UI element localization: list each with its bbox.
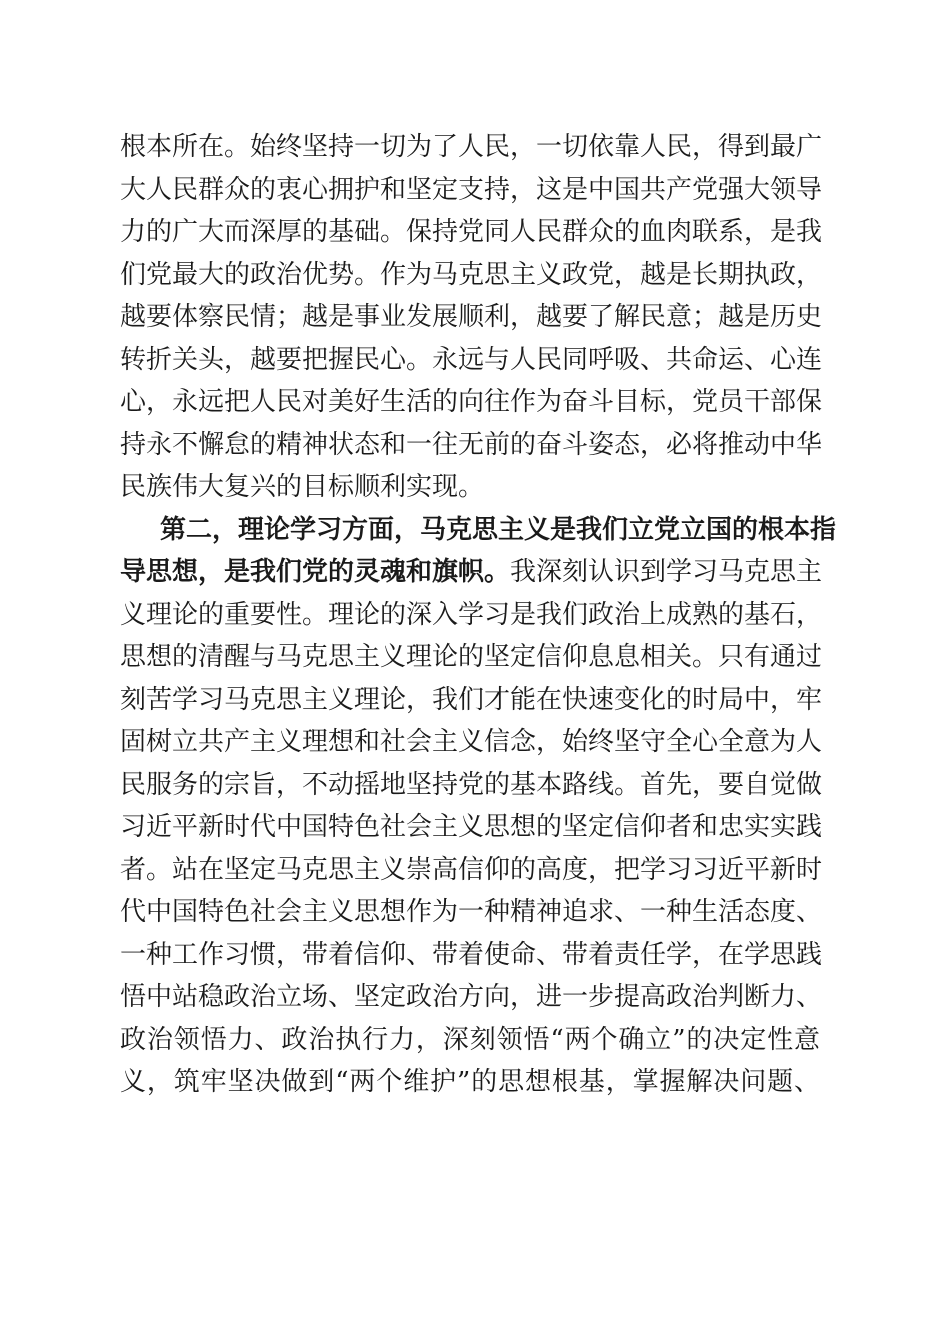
text-line: 持永不懈怠的精神状态和一往无前的奋斗姿态，必将推动中华 [120, 429, 823, 460]
text-line: 心，永远把人民对美好生活的向往作为奋斗目标，党员干部保 [120, 387, 823, 417]
text-line [120, 551, 823, 594]
text-line: 力的广大而深厚的基础。保持党同人民群众的血肉联系，是我 [120, 217, 823, 247]
section-heading-line: 第二，理论学习方面，马克思主义是我们立党立国的根本指 [160, 514, 837, 545]
text-line: 义理论的重要性。理论的深入学习是我们政治上成熟的基石， [120, 599, 823, 630]
section-heading-emphasis: 导思想，是我们党的灵魂和旗帜。 [120, 557, 511, 587]
text-line: 转折关头，越要把握民心。永远与人民同呼吸、共命运、心连 [120, 344, 823, 375]
text-line: 固树立共产主义理想和社会主义信念，始终坚守全心全意为人 [120, 727, 823, 757]
text-line: 根本所在。始终坚持一切为了人民，一切依靠人民，得到最广 [120, 132, 823, 162]
text-line: 大人民群众的衷心拥护和坚定支持，这是中国共产党强大领导 [120, 174, 823, 205]
text-line: 习近平新时代中国特色社会主义思想的坚定信仰者和忠实实践 [120, 812, 823, 842]
text-line: 义，筑牢坚决做到“两个维护”的思想根基，掌握解决问题、 [120, 1067, 820, 1097]
paragraph-2 [120, 509, 837, 1104]
text-line: 思想的清醒与马克思主义理论的坚定信仰息息相关。只有通过 [120, 642, 823, 672]
text-line: 越要体察民情；越是事业发展顺利，越要了解民意；越是历史 [120, 302, 823, 332]
text-line: 刻苦学习马克思主义理论，我们才能在快速变化的时局中，牢 [120, 684, 823, 715]
text-line: 者。站在坚定马克思主义崇高信仰的高度，把学习习近平新时 [120, 854, 823, 885]
text-line: 民服务的宗旨，不动摇地坚持党的基本路线。首先，要自觉做 [120, 769, 823, 800]
text-line: 一种工作习惯，带着信仰、带着使命、带着责任学，在学思践 [120, 939, 823, 970]
text-line: 民族伟大复兴的目标顺利实现。 [120, 472, 485, 502]
paragraph-1 [120, 126, 823, 509]
text-line: 们党最大的政治优势。作为马克思主义政党，越是长期执政， [120, 259, 823, 290]
text-line: 代中国特色社会主义思想作为一种精神追求、一种生活态度、 [120, 897, 823, 927]
document-body [120, 126, 837, 1104]
text-line: 政治领悟力、政治执行力，深刻领悟“两个确立”的决定性意 [120, 1024, 820, 1055]
text-line: 悟中站稳政治立场、坚定政治方向，进一步提高政治判断力、 [120, 982, 823, 1012]
text-run: 我深刻认识到学习马克思主 [510, 557, 823, 587]
